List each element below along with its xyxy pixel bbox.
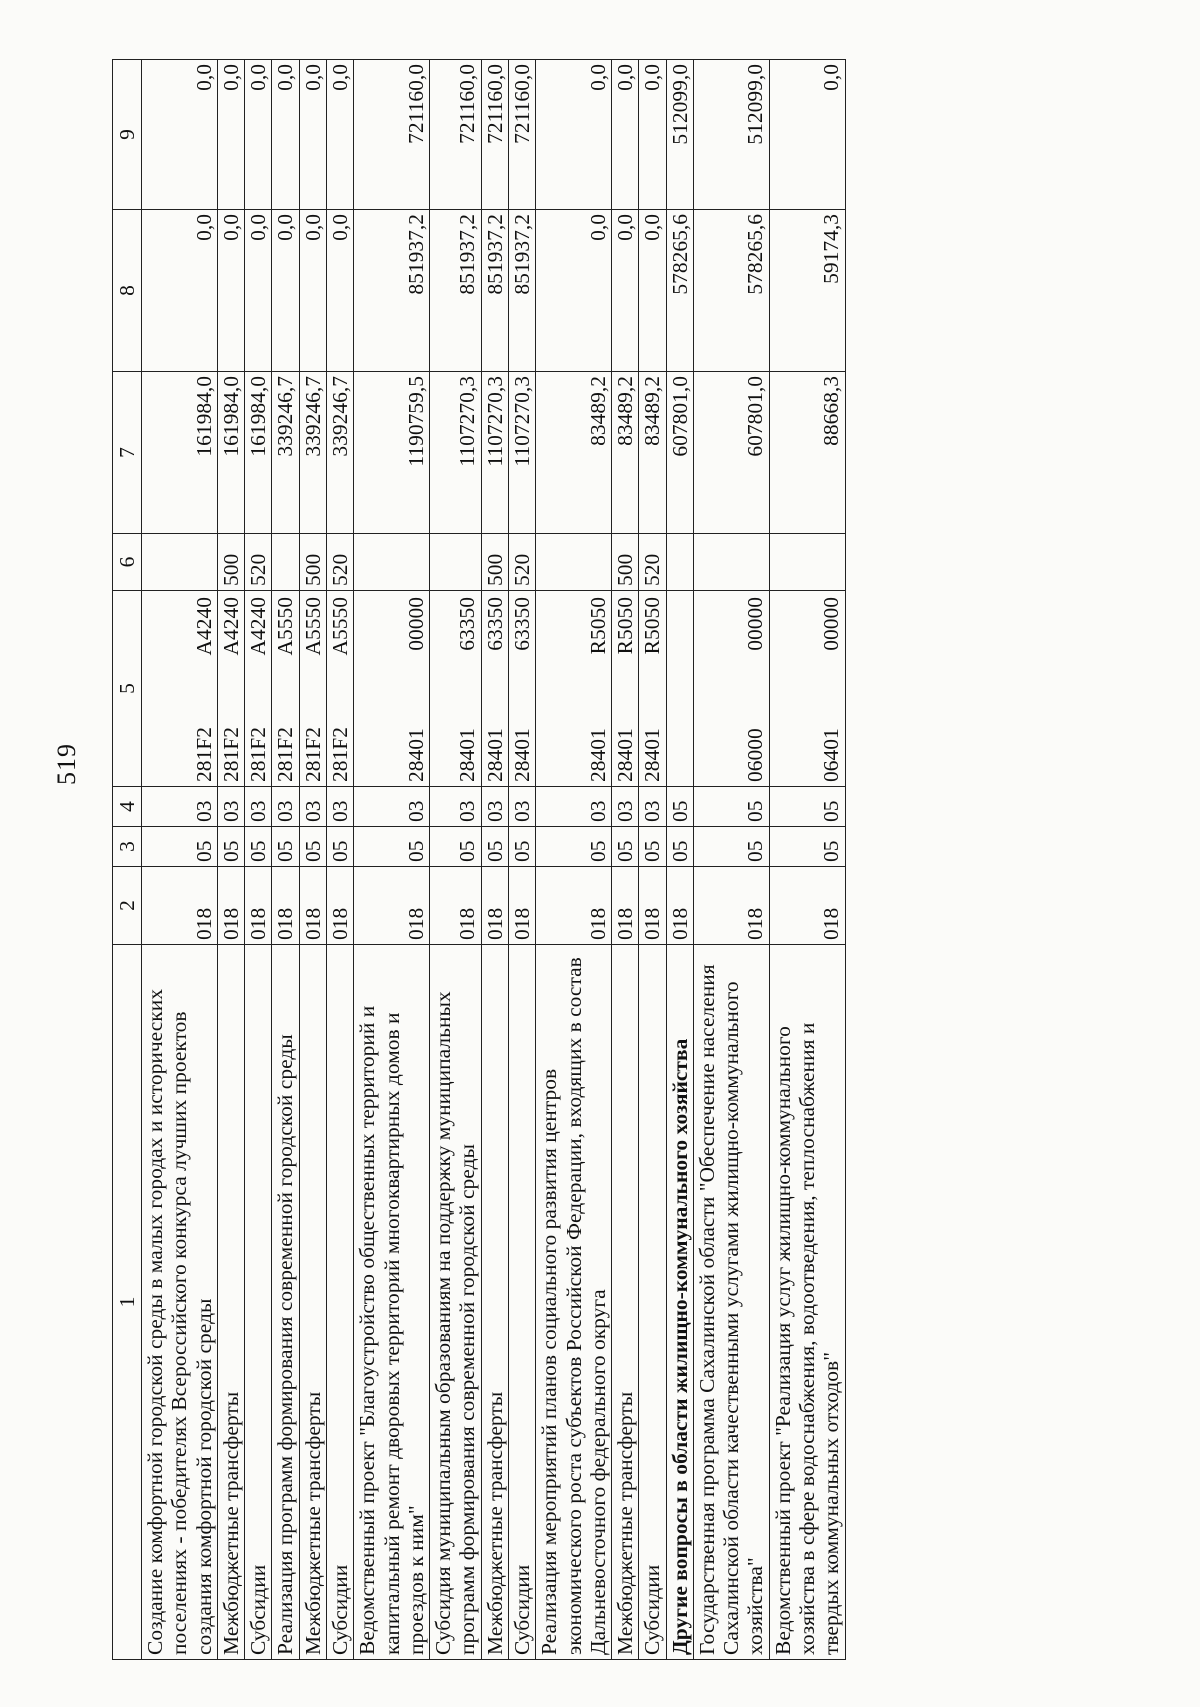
- amount-year-2: 0,0: [299, 210, 326, 372]
- target-article: [300, 591, 326, 786]
- expense-type: [142, 534, 218, 591]
- header-cell: 7: [113, 372, 142, 534]
- code-section: 05: [481, 827, 508, 867]
- code-admin: 018: [245, 867, 272, 945]
- target-article-cell: [769, 591, 845, 787]
- target-article: [509, 591, 535, 786]
- target-article-cell: [354, 591, 430, 787]
- table-row: [693, 60, 769, 1660]
- code-section: 05: [217, 827, 244, 867]
- amount-year-1: 339246,7: [326, 372, 353, 534]
- table-row: [299, 60, 326, 1660]
- header-cell: 3: [113, 827, 142, 867]
- amount-year-1: 161984,0: [245, 372, 272, 534]
- target-article-program: 28401: [613, 728, 638, 782]
- target-article-cell: [666, 591, 693, 787]
- code-admin: 018: [693, 867, 769, 945]
- code-subsection: 03: [354, 787, 430, 827]
- target-article-cell: [536, 591, 612, 787]
- expense-type: 520: [508, 534, 535, 591]
- code-admin: 018: [666, 867, 693, 945]
- table-row: [536, 60, 612, 1660]
- target-article: [245, 591, 271, 786]
- target-article-direction: 63350: [509, 597, 534, 651]
- amount-year-3: 0,0: [217, 60, 244, 210]
- target-article-direction: 63350: [482, 597, 507, 651]
- table-row: [354, 60, 430, 1660]
- code-admin: 018: [639, 867, 666, 945]
- expense-type: [769, 534, 845, 591]
- target-article: [612, 591, 638, 786]
- amount-year-3: 721160,0: [508, 60, 535, 210]
- target-article-direction: R5050: [640, 597, 665, 655]
- amount-year-3: 721160,0: [481, 60, 508, 210]
- table-row: [769, 60, 845, 1660]
- target-article-cell: [430, 591, 482, 787]
- amount-year-1: 83489,2: [536, 372, 612, 534]
- code-admin: 018: [217, 867, 244, 945]
- amount-year-2: 578265,6: [693, 210, 769, 372]
- amount-year-2: 0,0: [142, 210, 218, 372]
- code-section: 05: [142, 827, 218, 867]
- row-name: Субсидии: [245, 945, 272, 1660]
- amount-year-2: 0,0: [217, 210, 244, 372]
- amount-year-3: 0,0: [142, 60, 218, 210]
- code-section: 05: [639, 827, 666, 867]
- row-name: Государственная программа Сахалинской области "Обеспечение населения Сахалинской области качественными услугами жилищно-коммунального хозяйства": [693, 945, 769, 1660]
- amount-year-3: 512099,0: [666, 60, 693, 210]
- target-article-cell: [508, 591, 535, 787]
- target-article: [585, 591, 611, 786]
- target-article-program: 281F2: [246, 727, 271, 782]
- target-article-cell: [272, 591, 299, 787]
- target-article-cell: [612, 591, 639, 787]
- target-article-direction: A5550: [273, 597, 298, 656]
- code-subsection: 03: [612, 787, 639, 827]
- amount-year-3: 0,0: [612, 60, 639, 210]
- amount-year-3: 0,0: [639, 60, 666, 210]
- budget-table-rotated: [112, 60, 1112, 1660]
- target-article-program: 28401: [640, 728, 665, 782]
- target-article-cell: [639, 591, 666, 787]
- amount-year-1: 339246,7: [299, 372, 326, 534]
- target-article-program: 281F2: [273, 727, 298, 782]
- amount-year-3: 512099,0: [693, 60, 769, 210]
- target-article-program: 28401: [482, 728, 507, 782]
- expense-type: [693, 534, 769, 591]
- code-section: 05: [326, 827, 353, 867]
- target-article-direction: A4240: [246, 597, 271, 656]
- target-article-direction: A5550: [327, 597, 352, 656]
- target-article-direction: A4240: [191, 597, 216, 656]
- target-article-cell: [245, 591, 272, 787]
- target-article: [482, 591, 508, 786]
- code-admin: 018: [272, 867, 299, 945]
- code-admin: 018: [481, 867, 508, 945]
- target-article-cell: [693, 591, 769, 787]
- amount-year-2: 0,0: [326, 210, 353, 372]
- target-article-cell: [299, 591, 326, 787]
- code-section: 05: [430, 827, 482, 867]
- target-article-program: 28401: [509, 728, 534, 782]
- header-row: [113, 60, 142, 1660]
- target-article: [454, 591, 480, 786]
- target-article-program: 281F2: [300, 727, 325, 782]
- amount-year-1: 607801,0: [693, 372, 769, 534]
- table-row: [481, 60, 508, 1660]
- code-admin: 018: [142, 867, 218, 945]
- table-row: [217, 60, 244, 1660]
- target-article-cell: [217, 591, 244, 787]
- target-article-program: 28401: [585, 728, 610, 782]
- code-subsection: 03: [299, 787, 326, 827]
- amount-year-3: 721160,0: [354, 60, 430, 210]
- row-name: Другие вопросы в области жилищно-коммунального хозяйства: [666, 945, 693, 1660]
- row-name: Ведомственный проект "Реализация услуг жилищно-коммунального хозяйства в сфере водоснабжения, водоотведения, теплоснабжения и твердых коммунальных отходов": [769, 945, 845, 1660]
- header-cell: 2: [113, 867, 142, 945]
- expense-type: 520: [326, 534, 353, 591]
- code-section: 05: [508, 827, 535, 867]
- code-subsection: 03: [326, 787, 353, 827]
- code-admin: 018: [299, 867, 326, 945]
- code-subsection: 05: [769, 787, 845, 827]
- amount-year-3: 721160,0: [430, 60, 482, 210]
- expense-type: 500: [299, 534, 326, 591]
- table-row: [612, 60, 639, 1660]
- amount-year-2: 851937,2: [508, 210, 535, 372]
- amount-year-2: 578265,6: [666, 210, 693, 372]
- expense-type: 500: [481, 534, 508, 591]
- code-section: 05: [272, 827, 299, 867]
- expense-type: [430, 534, 482, 591]
- code-section: 05: [354, 827, 430, 867]
- expense-type: 520: [639, 534, 666, 591]
- target-article: [327, 591, 353, 786]
- code-section: 05: [245, 827, 272, 867]
- target-article-program: 281F2: [218, 727, 243, 782]
- table-row: [272, 60, 299, 1660]
- amount-year-1: 1107270,3: [508, 372, 535, 534]
- table-row: [430, 60, 482, 1660]
- expense-type: [666, 534, 693, 591]
- code-section: 05: [536, 827, 612, 867]
- amount-year-1: 1107270,3: [481, 372, 508, 534]
- row-name: Субсидии: [326, 945, 353, 1660]
- code-subsection: 03: [508, 787, 535, 827]
- code-admin: 018: [536, 867, 612, 945]
- target-article-direction: R5050: [613, 597, 638, 655]
- target-article-program: 281F2: [191, 727, 216, 782]
- amount-year-1: 1190759,5: [354, 372, 430, 534]
- expense-type: 500: [217, 534, 244, 591]
- target-article-program: 28401: [403, 728, 428, 782]
- amount-year-1: 83489,2: [639, 372, 666, 534]
- code-admin: 018: [430, 867, 482, 945]
- header-cell: 1: [113, 945, 142, 1660]
- code-admin: 018: [326, 867, 353, 945]
- code-subsection: 03: [639, 787, 666, 827]
- header-cell: 8: [113, 210, 142, 372]
- code-subsection: 03: [142, 787, 218, 827]
- code-section: 05: [666, 827, 693, 867]
- expense-type: [354, 534, 430, 591]
- budget-table: [112, 59, 846, 1660]
- amount-year-2: 851937,2: [430, 210, 482, 372]
- code-section: 05: [769, 827, 845, 867]
- target-article-direction: 63350: [455, 597, 480, 651]
- row-name: Межбюджетные трансферты: [217, 945, 244, 1660]
- amount-year-3: 0,0: [272, 60, 299, 210]
- amount-year-3: 0,0: [536, 60, 612, 210]
- target-article-cell: [326, 591, 353, 787]
- amount-year-2: 0,0: [245, 210, 272, 372]
- amount-year-2: 851937,2: [354, 210, 430, 372]
- row-name: Создание комфортной городской среды в малых городах и исторических поселениях - победителях Всероссийского конкурса лучших проектов создания комфортной городской среды: [142, 945, 218, 1660]
- code-admin: 018: [508, 867, 535, 945]
- amount-year-2: 0,0: [639, 210, 666, 372]
- code-subsection: 03: [217, 787, 244, 827]
- table-row: [326, 60, 353, 1660]
- code-section: 05: [612, 827, 639, 867]
- row-name: Межбюджетные трансферты: [612, 945, 639, 1660]
- code-admin: 018: [354, 867, 430, 945]
- table-row: [508, 60, 535, 1660]
- amount-year-2: 0,0: [536, 210, 612, 372]
- amount-year-1: 339246,7: [272, 372, 299, 534]
- header-cell: 9: [113, 60, 142, 210]
- code-admin: 018: [769, 867, 845, 945]
- target-article-program: 06401: [819, 728, 844, 782]
- code-section: 05: [299, 827, 326, 867]
- code-subsection: 03: [481, 787, 508, 827]
- amount-year-1: 83489,2: [612, 372, 639, 534]
- target-article-direction: R5050: [585, 597, 610, 655]
- target-article-cell: [142, 591, 218, 787]
- amount-year-3: 0,0: [245, 60, 272, 210]
- target-article: [403, 591, 429, 786]
- amount-year-1: 161984,0: [142, 372, 218, 534]
- code-subsection: 03: [536, 787, 612, 827]
- target-article: [218, 591, 244, 786]
- target-article: [818, 591, 844, 786]
- table-row: [639, 60, 666, 1660]
- amount-year-2: 0,0: [272, 210, 299, 372]
- target-article-direction: 00000: [819, 597, 844, 651]
- header-cell: 6: [113, 534, 142, 591]
- amount-year-1: 161984,0: [217, 372, 244, 534]
- amount-year-2: 59174,3: [769, 210, 845, 372]
- target-article: [639, 591, 665, 786]
- row-name: Межбюджетные трансферты: [481, 945, 508, 1660]
- row-name: Межбюджетные трансферты: [299, 945, 326, 1660]
- code-subsection: 05: [693, 787, 769, 827]
- target-article-direction: A5550: [300, 597, 325, 656]
- row-name: Реализация мероприятий планов социального развития центров экономического роста субъектов Российской Федерации, входящих в состав Дальневосточного федерального округа: [536, 945, 612, 1660]
- amount-year-3: 0,0: [326, 60, 353, 210]
- target-article-direction: A4240: [218, 597, 243, 656]
- amount-year-3: 0,0: [769, 60, 845, 210]
- expense-type: 520: [245, 534, 272, 591]
- target-article: [191, 591, 217, 786]
- amount-year-1: 88668,3: [769, 372, 845, 534]
- target-article-direction: 00000: [403, 597, 428, 651]
- target-article: [272, 591, 298, 786]
- amount-year-2: 851937,2: [481, 210, 508, 372]
- expense-type: 500: [612, 534, 639, 591]
- amount-year-1: 607801,0: [666, 372, 693, 534]
- target-article-cell: [481, 591, 508, 787]
- amount-year-3: 0,0: [299, 60, 326, 210]
- page-number: 519: [52, 743, 81, 785]
- header-cell: 5: [113, 591, 142, 787]
- expense-type: [536, 534, 612, 591]
- expense-type: [272, 534, 299, 591]
- header-cell: 4: [113, 787, 142, 827]
- table-row: [666, 60, 693, 1660]
- table-row: [245, 60, 272, 1660]
- code-subsection: 03: [430, 787, 482, 827]
- target-article-program: 28401: [455, 728, 480, 782]
- row-name: Субсидии: [508, 945, 535, 1660]
- row-name: Субсидия муниципальным образованиям на поддержку муниципальных программ формирования современной городской среды: [430, 945, 482, 1660]
- row-name: Реализация программ формирования современной городской среды: [272, 945, 299, 1660]
- target-article-direction: 00000: [743, 597, 768, 651]
- row-name: Субсидии: [639, 945, 666, 1660]
- code-subsection: 03: [272, 787, 299, 827]
- table-row: [142, 60, 218, 1660]
- code-subsection: 05: [666, 787, 693, 827]
- code-subsection: 03: [245, 787, 272, 827]
- target-article: [742, 591, 768, 786]
- target-article-program: 06000: [743, 728, 768, 782]
- target-article-program: 281F2: [327, 727, 352, 782]
- code-admin: 018: [612, 867, 639, 945]
- amount-year-2: 0,0: [612, 210, 639, 372]
- code-section: 05: [693, 827, 769, 867]
- amount-year-1: 1107270,3: [430, 372, 482, 534]
- row-name: Ведомственный проект "Благоустройство общественных территорий и капитальный ремонт дворовых территорий многоквартирных домов и проездов к ним": [354, 945, 430, 1660]
